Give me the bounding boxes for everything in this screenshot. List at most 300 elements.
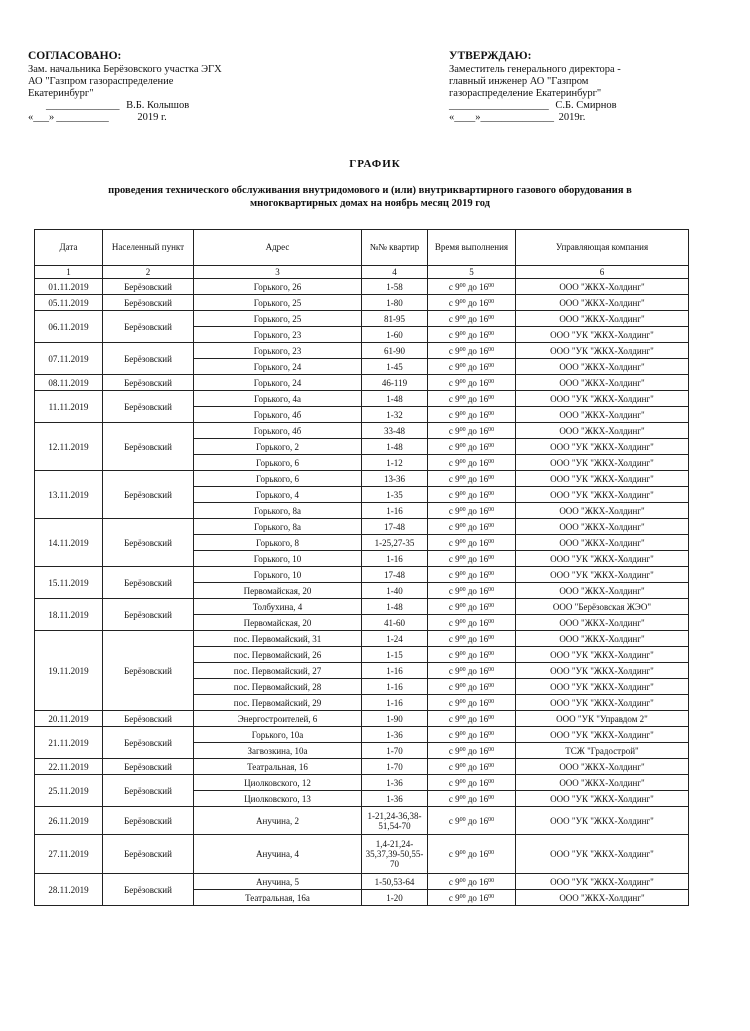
apartments-cell: 1-12: [362, 455, 428, 471]
time-from-sup: 00: [459, 746, 466, 753]
locality-cell: Берёзовский: [103, 835, 194, 874]
time-to: до 16: [465, 849, 489, 859]
company-cell: ООО "ЖКХ-Холдинг": [516, 759, 689, 775]
apartments-cell: 1-50,53-64: [362, 874, 428, 890]
address-cell: Циолковского, 13: [194, 791, 362, 807]
time-to-sup: 00: [488, 816, 495, 823]
time-to: до 16: [465, 713, 489, 724]
address-cell: Горького, 25: [194, 295, 362, 311]
approved-signature-blank: ___________________: [449, 100, 549, 111]
company-cell: ООО "ЖКХ-Холдинг": [516, 503, 689, 519]
date-cell: 13.11.2019: [35, 471, 103, 519]
company-cell: ООО "УК "ЖКХ-Холдинг": [516, 567, 689, 583]
time-cell: [428, 807, 516, 835]
address-cell: пос. Первомайский, 31: [194, 631, 362, 647]
table-row: [35, 423, 689, 439]
locality-cell: Берёзовский: [103, 471, 194, 519]
time-from-sup: 00: [459, 730, 466, 737]
time-cell: [428, 775, 516, 791]
time-to: до 16: [465, 537, 489, 548]
time-cell: [428, 615, 516, 631]
company-cell: ООО "ЖКХ-Холдинг": [516, 775, 689, 791]
apartments-cell: 1-20: [362, 890, 428, 906]
time-to-sup: 00: [488, 618, 495, 625]
date-cell: 18.11.2019: [35, 599, 103, 631]
time-from-sup: 00: [459, 474, 466, 481]
company-cell: ООО "УК "ЖКХ-Холдинг": [516, 647, 689, 663]
address-cell: Горького, 10: [194, 551, 362, 567]
time-cell: [428, 551, 516, 567]
time-to: до 16: [465, 681, 489, 692]
date-cell: 06.11.2019: [35, 311, 103, 343]
date-cell: 27.11.2019: [35, 835, 103, 874]
company-cell: ООО "УК "ЖКХ-Холдинг": [516, 807, 689, 835]
locality-cell: Берёзовский: [103, 295, 194, 311]
time-from: с 9: [448, 815, 460, 826]
time-from: с 9: [448, 777, 460, 788]
approved-position-line2: главный инженер АО "Газпром: [449, 76, 589, 87]
time-to: до 16: [465, 697, 489, 708]
time-from: с 9: [448, 425, 460, 436]
time-from: с 9: [448, 537, 460, 548]
time-cell: [428, 647, 516, 663]
time-to: до 16: [465, 521, 489, 532]
approved-date-row: [449, 112, 739, 124]
locality-cell: Берёзовский: [103, 423, 194, 471]
date-cell: 14.11.2019: [35, 519, 103, 567]
apartments-cell: 1-45: [362, 359, 428, 375]
time-to-sup: 00: [488, 522, 495, 529]
address-cell: Горького, 4б: [194, 423, 362, 439]
table-row: [35, 311, 689, 327]
time-from: с 9: [448, 553, 460, 564]
table-row: [35, 343, 689, 359]
time-to: до 16: [465, 553, 489, 564]
company-cell: ООО "УК "ЖКХ-Холдинг": [516, 835, 689, 874]
time-from: с 9: [448, 697, 460, 708]
time-to-sup: 00: [488, 698, 495, 705]
time-from: с 9: [448, 665, 460, 676]
address-cell: Горького, 10: [194, 567, 362, 583]
document-title: ГРАФИК: [349, 158, 401, 170]
company-cell: ООО "УК "ЖКХ-Холдинг": [516, 663, 689, 679]
apartments-cell: 1,4-21,24-35,37,39-50,55-70: [362, 835, 428, 874]
time-to: до 16: [465, 377, 489, 388]
address-cell: Анучина, 2: [194, 807, 362, 835]
table-row: [35, 471, 689, 487]
time-from-sup: 00: [459, 877, 466, 884]
time-from: с 9: [448, 681, 460, 692]
time-to-sup: 00: [488, 394, 495, 401]
time-to: до 16: [465, 665, 489, 676]
time-to-sup: 00: [488, 442, 495, 449]
date-cell: 20.11.2019: [35, 711, 103, 727]
company-cell: ООО "УК "Управдом 2": [516, 711, 689, 727]
document-subtitle-line2: многоквартирных домах на ноябрь месяц 2019 год: [250, 198, 490, 209]
table-row: [35, 835, 689, 874]
table-row: [35, 599, 689, 615]
time-to: до 16: [465, 876, 489, 887]
time-from-sup: 00: [459, 816, 466, 823]
time-to: до 16: [465, 505, 489, 516]
locality-cell: Берёзовский: [103, 343, 194, 375]
company-cell: ООО "ЖКХ-Холдинг": [516, 519, 689, 535]
time-cell: [428, 279, 516, 295]
address-cell: пос. Первомайский, 27: [194, 663, 362, 679]
time-to-sup: 00: [488, 586, 495, 593]
company-cell: ООО "УК "ЖКХ-Холдинг": [516, 439, 689, 455]
time-from: с 9: [448, 892, 460, 903]
time-from: с 9: [448, 345, 460, 356]
time-from-sup: 00: [459, 490, 466, 497]
locality-cell: Берёзовский: [103, 874, 194, 906]
time-from-sup: 00: [459, 666, 466, 673]
time-from-sup: 00: [459, 330, 466, 337]
table-row: [35, 631, 689, 647]
document-subtitle-line1: проведения технического обслуживания внутридомового и (или) внутриквартирного газового оборудования в: [108, 185, 632, 196]
address-cell: пос. Первомайский, 29: [194, 695, 362, 711]
time-from-sup: 00: [459, 506, 466, 513]
table-row: [35, 759, 689, 775]
date-cell: 22.11.2019: [35, 759, 103, 775]
company-cell: ООО "ЖКХ-Холдинг": [516, 359, 689, 375]
agreed-signature-row: [28, 100, 328, 112]
time-cell: [428, 503, 516, 519]
time-from: с 9: [448, 729, 460, 740]
time-to-sup: 00: [488, 682, 495, 689]
time-from: с 9: [448, 761, 460, 772]
time-from: с 9: [448, 585, 460, 596]
time-from: с 9: [448, 505, 460, 516]
time-from: с 9: [448, 393, 460, 404]
time-cell: [428, 535, 516, 551]
company-cell: ООО "УК "ЖКХ-Холдинг": [516, 327, 689, 343]
company-cell: ООО "ЖКХ-Холдинг": [516, 423, 689, 439]
apartments-cell: 81-95: [362, 311, 428, 327]
time-to-sup: 00: [488, 426, 495, 433]
time-to-sup: 00: [488, 794, 495, 801]
time-cell: [428, 311, 516, 327]
time-to: до 16: [465, 617, 489, 628]
time-cell: [428, 599, 516, 615]
time-from-sup: 00: [459, 794, 466, 801]
apartments-cell: 61-90: [362, 343, 428, 359]
time-cell: [428, 695, 516, 711]
time-from: с 9: [448, 849, 460, 859]
header-locality: Населенный пункт: [103, 230, 194, 266]
time-from-sup: 00: [459, 634, 466, 641]
company-cell: ООО "УК "ЖКХ-Холдинг": [516, 679, 689, 695]
time-to-sup: 00: [488, 602, 495, 609]
address-cell: пос. Первомайский, 28: [194, 679, 362, 695]
apartments-cell: 1-48: [362, 599, 428, 615]
address-cell: Толбухина, 4: [194, 599, 362, 615]
address-cell: Горького, 6: [194, 471, 362, 487]
time-from: с 9: [448, 601, 460, 612]
time-to: до 16: [465, 281, 489, 292]
apartments-cell: 17-48: [362, 519, 428, 535]
time-from-sup: 00: [459, 554, 466, 561]
locality-cell: Берёзовский: [103, 567, 194, 599]
table-row: [35, 375, 689, 391]
time-from: с 9: [448, 489, 460, 500]
time-to-sup: 00: [488, 314, 495, 321]
locality-cell: Берёзовский: [103, 391, 194, 423]
company-cell: ООО "ЖКХ-Холдинг": [516, 535, 689, 551]
address-cell: Горького, 8а: [194, 519, 362, 535]
time-cell: [428, 295, 516, 311]
company-cell: ООО "Берёзовская ЖЭО": [516, 599, 689, 615]
time-from-sup: 00: [459, 618, 466, 625]
apartments-cell: 1-58: [362, 279, 428, 295]
time-to: до 16: [465, 569, 489, 580]
time-to: до 16: [465, 345, 489, 356]
time-cell: [428, 663, 516, 679]
time-from-sup: 00: [459, 410, 466, 417]
time-cell: [428, 890, 516, 906]
time-cell: [428, 519, 516, 535]
locality-cell: Берёзовский: [103, 711, 194, 727]
time-from: с 9: [448, 441, 460, 452]
time-to-sup: 00: [488, 877, 495, 884]
table-row: [35, 711, 689, 727]
apartments-cell: 1-16: [362, 551, 428, 567]
date-cell: 19.11.2019: [35, 631, 103, 711]
address-cell: Горького, 10а: [194, 727, 362, 743]
time-from-sup: 00: [459, 570, 466, 577]
time-cell: [428, 874, 516, 890]
time-from: с 9: [448, 361, 460, 372]
address-cell: Горького, 26: [194, 279, 362, 295]
apartments-cell: 1-32: [362, 407, 428, 423]
date-cell: 25.11.2019: [35, 775, 103, 807]
time-from-sup: 00: [459, 586, 466, 593]
company-cell: ООО "ЖКХ-Холдинг": [516, 890, 689, 906]
time-from-sup: 00: [459, 650, 466, 657]
address-cell: Анучина, 4: [194, 835, 362, 874]
time-from: с 9: [448, 521, 460, 532]
agreed-signature-blank: ______________: [46, 100, 120, 111]
apartments-cell: 1-16: [362, 679, 428, 695]
time-to-sup: 00: [488, 650, 495, 657]
locality-cell: Берёзовский: [103, 759, 194, 775]
time-to: до 16: [465, 409, 489, 420]
address-cell: пос. Первомайский, 26: [194, 647, 362, 663]
time-from-sup: 00: [459, 378, 466, 385]
locality-cell: Берёзовский: [103, 775, 194, 807]
agreed-date-year: 2019 г.: [137, 112, 167, 123]
document-subtitle: [40, 184, 700, 210]
time-from-sup: 00: [459, 426, 466, 433]
table-row: [35, 775, 689, 791]
time-to: до 16: [465, 441, 489, 452]
time-cell: [428, 487, 516, 503]
time-to: до 16: [465, 457, 489, 468]
time-to-sup: 00: [488, 893, 495, 900]
date-cell: 01.11.2019: [35, 279, 103, 295]
time-from: с 9: [448, 745, 460, 756]
column-number: 6: [516, 266, 689, 279]
time-from-sup: 00: [459, 394, 466, 401]
apartments-cell: 1-16: [362, 695, 428, 711]
time-to: до 16: [465, 633, 489, 644]
time-cell: [428, 423, 516, 439]
time-to-sup: 00: [488, 458, 495, 465]
date-cell: 28.11.2019: [35, 874, 103, 906]
company-cell: ООО "УК "ЖКХ-Холдинг": [516, 455, 689, 471]
date-cell: 21.11.2019: [35, 727, 103, 759]
time-from: с 9: [448, 793, 460, 804]
time-cell: [428, 583, 516, 599]
time-from-sup: 00: [459, 314, 466, 321]
date-cell: 07.11.2019: [35, 343, 103, 375]
address-cell: Первомайская, 20: [194, 615, 362, 631]
time-cell: [428, 791, 516, 807]
time-to-sup: 00: [488, 410, 495, 417]
agreed-position-line1: Зам. начальника Берёзовского участка ЭГХ: [28, 64, 222, 75]
company-cell: ООО "УК "ЖКХ-Холдинг": [516, 487, 689, 503]
apartments-cell: 1-48: [362, 439, 428, 455]
address-cell: Горького, 4б: [194, 407, 362, 423]
time-from-sup: 00: [459, 714, 466, 721]
apartments-cell: 1-21,24-36,38-51,54-70: [362, 807, 428, 835]
apartments-cell: 1-60: [362, 327, 428, 343]
header-company: Управляющая компания: [516, 230, 689, 266]
time-from-sup: 00: [459, 850, 466, 856]
address-cell: Горького, 4: [194, 487, 362, 503]
time-to: до 16: [465, 297, 489, 308]
locality-cell: Берёзовский: [103, 631, 194, 711]
time-to-sup: 00: [488, 282, 495, 289]
address-cell: Горького, 24: [194, 359, 362, 375]
header-date: Дата: [35, 230, 103, 266]
table-row: [35, 874, 689, 890]
company-cell: ООО "ЖКХ-Холдинг": [516, 407, 689, 423]
locality-cell: Берёзовский: [103, 311, 194, 343]
agreed-date-open-quote: «: [28, 112, 34, 123]
time-from: с 9: [448, 633, 460, 644]
company-cell: ООО "ЖКХ-Холдинг": [516, 279, 689, 295]
address-cell: Горького, 4а: [194, 391, 362, 407]
address-cell: Театральная, 16а: [194, 890, 362, 906]
time-from: с 9: [448, 649, 460, 660]
column-number: 4: [362, 266, 428, 279]
company-cell: ООО "ЖКХ-Холдинг": [516, 295, 689, 311]
company-cell: ООО "УК "ЖКХ-Холдинг": [516, 874, 689, 890]
time-from: с 9: [448, 569, 460, 580]
table-row: [35, 807, 689, 835]
apartments-cell: 1-70: [362, 759, 428, 775]
time-from-sup: 00: [459, 602, 466, 609]
apartments-cell: 1-80: [362, 295, 428, 311]
schedule-table: [34, 229, 689, 906]
company-cell: ООО "ЖКХ-Холдинг": [516, 583, 689, 599]
agreed-position-line2: АО "Газпром газораспределение: [28, 76, 174, 87]
apartments-cell: 1-35: [362, 487, 428, 503]
address-cell: Театральная, 16: [194, 759, 362, 775]
company-cell: ООО "УК "ЖКХ-Холдинг": [516, 343, 689, 359]
time-to: до 16: [465, 649, 489, 660]
approved-date-year: 2019г.: [558, 112, 586, 123]
time-cell: [428, 759, 516, 775]
time-cell: [428, 743, 516, 759]
time-cell: [428, 679, 516, 695]
time-from-sup: 00: [459, 762, 466, 769]
time-to: до 16: [465, 585, 489, 596]
approved-date-blank: «____»______________: [449, 112, 554, 123]
company-cell: ООО "ЖКХ-Холдинг": [516, 311, 689, 327]
time-to-sup: 00: [488, 346, 495, 353]
approved-signature-row: [449, 100, 739, 112]
column-number: 5: [428, 266, 516, 279]
time-from: с 9: [448, 617, 460, 628]
address-cell: Горького, 8а: [194, 503, 362, 519]
approved-position-line3: газораспределение Екатеринбург": [449, 88, 602, 99]
time-from-sup: 00: [459, 282, 466, 289]
locality-cell: Берёзовский: [103, 599, 194, 631]
time-to: до 16: [465, 361, 489, 372]
time-from-sup: 00: [459, 522, 466, 529]
time-cell: [428, 439, 516, 455]
address-cell: Горького, 25: [194, 311, 362, 327]
time-from: с 9: [448, 329, 460, 340]
time-to: до 16: [465, 777, 489, 788]
date-cell: 11.11.2019: [35, 391, 103, 423]
time-to-sup: 00: [488, 762, 495, 769]
time-to-sup: 00: [488, 634, 495, 641]
time-cell: [428, 375, 516, 391]
company-cell: ТСЖ "Градострой": [516, 743, 689, 759]
apartments-cell: 1-24: [362, 631, 428, 647]
address-cell: Энергостроителей, 6: [194, 711, 362, 727]
time-from-sup: 00: [459, 893, 466, 900]
time-to-sup: 00: [488, 474, 495, 481]
time-to: до 16: [465, 313, 489, 324]
time-to-sup: 00: [488, 554, 495, 561]
apartments-cell: 17-48: [362, 567, 428, 583]
address-cell: Первомайская, 20: [194, 583, 362, 599]
agreed-title: СОГЛАСОВАНО:: [28, 50, 122, 62]
company-cell: ООО "УК "ЖКХ-Холдинг": [516, 391, 689, 407]
time-to-sup: 00: [488, 378, 495, 385]
time-to-sup: 00: [488, 330, 495, 337]
agreed-signer-name: В.Б. Колышов: [126, 100, 190, 111]
apartments-cell: 46-119: [362, 375, 428, 391]
address-cell: Горького, 24: [194, 375, 362, 391]
time-to: до 16: [465, 393, 489, 404]
time-to-sup: 00: [488, 538, 495, 545]
address-cell: Горького, 8: [194, 535, 362, 551]
time-from: с 9: [448, 377, 460, 388]
apartments-cell: 1-90: [362, 711, 428, 727]
header-apartments: №№ квартир: [362, 230, 428, 266]
apartments-cell: 1-16: [362, 663, 428, 679]
approved-title: УТВЕРЖДАЮ:: [449, 50, 532, 62]
time-from-sup: 00: [459, 362, 466, 369]
time-to-sup: 00: [488, 490, 495, 497]
agreed-date-day: ___: [33, 112, 49, 123]
time-cell: [428, 407, 516, 423]
apartments-cell: 1-16: [362, 503, 428, 519]
time-to: до 16: [465, 329, 489, 340]
company-cell: ООО "УК "ЖКХ-Холдинг": [516, 551, 689, 567]
address-cell: Горького, 23: [194, 327, 362, 343]
time-cell: [428, 711, 516, 727]
date-cell: 12.11.2019: [35, 423, 103, 471]
apartments-cell: 1-70: [362, 743, 428, 759]
time-from-sup: 00: [459, 458, 466, 465]
time-from: с 9: [448, 457, 460, 468]
